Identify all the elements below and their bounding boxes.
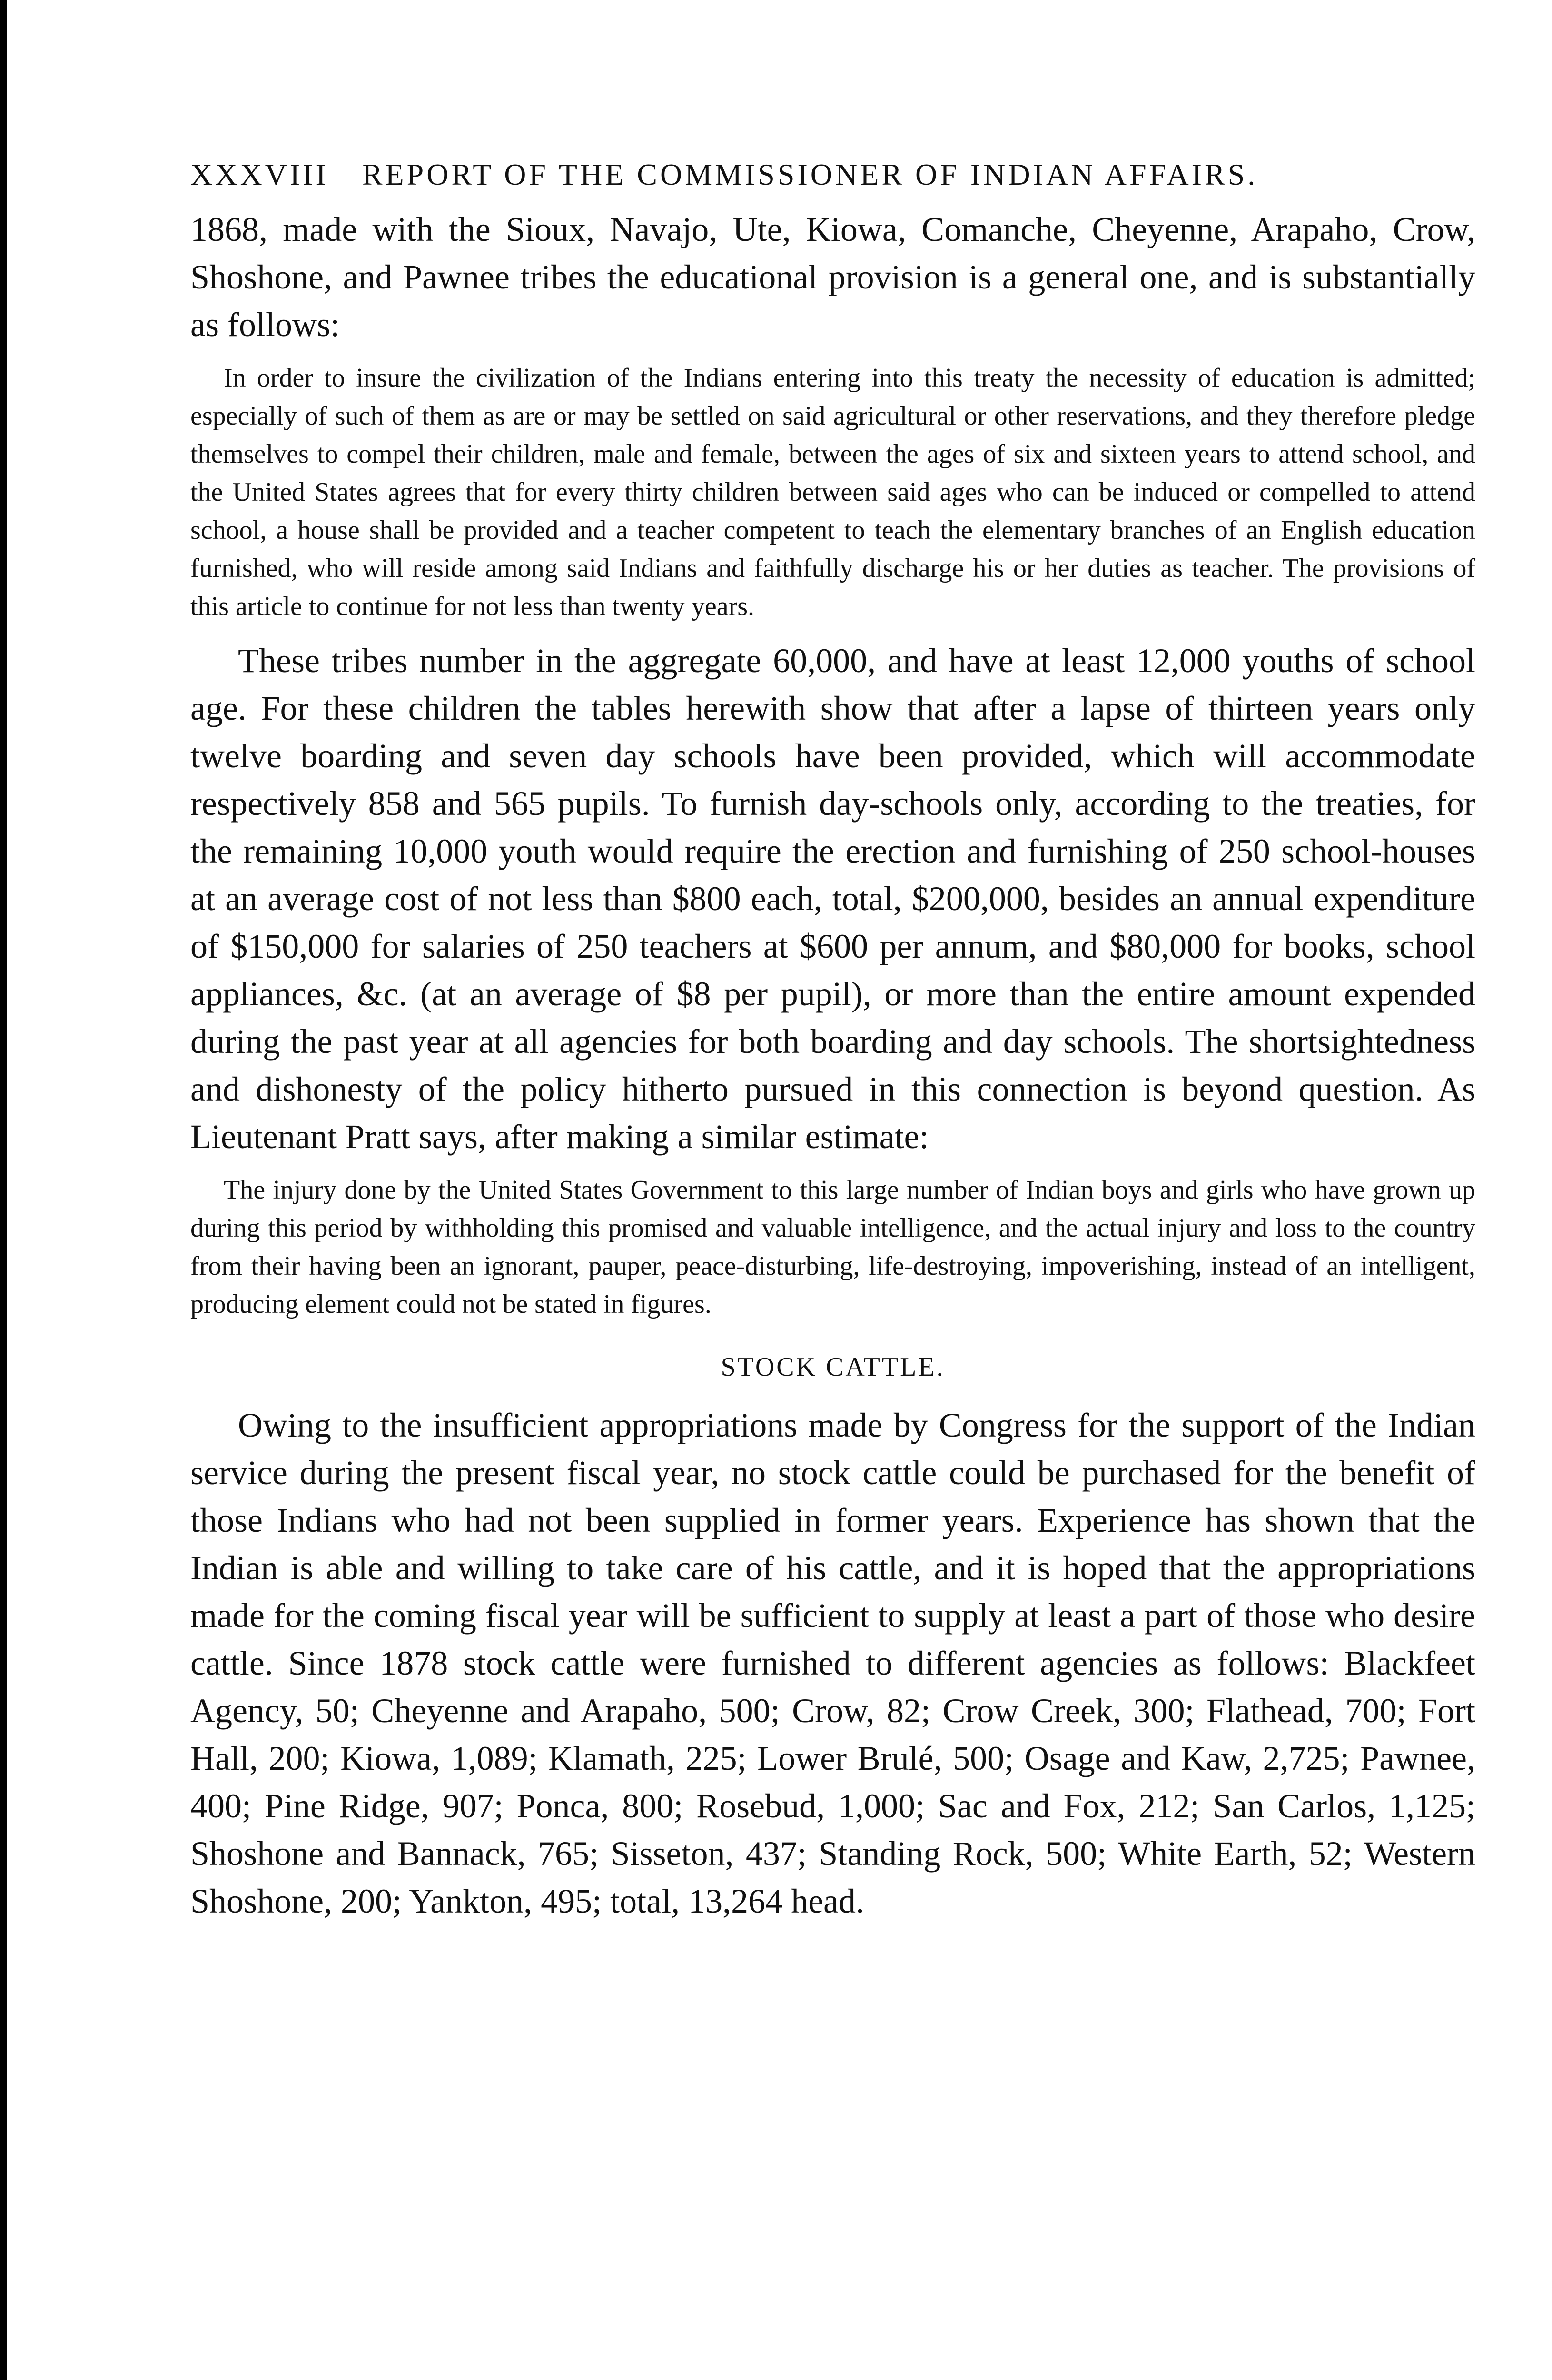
pratt-quotation: The injury done by the United States Government to this large number of Indian boys and girls who have grown up during this period by withholding this promised and valuable intelligence, and the actual injury and loss to the country from their having been an ignorant, pauper, peace-disturbing, life-destroying, impoverishing, instead of an intelligent, producing element could not be stated in figures. — [190, 1175, 1475, 1319]
running-header — [190, 157, 1475, 192]
paragraph-stock-cattle: Owing to the insufficient appropriations made by Congress for the support of the Indian service during the present fiscal year, no stock cattle could be purchased for the benefit of those Indians who had not been supplied in former years. Experience has shown that the Indian is able and willing to take care of his cattle, and it is hoped that the appropriations made for the coming fiscal year will be sufficient to supply at least a part of those who desire cattle. Since 1878 stock cattle were furnished to different agencies as follows: Blackfeet Agency, 50; Cheyenne and Arapaho, 500; Crow, 82; Crow Creek, 300; Flathead, 700; Fort Hall, 200; Kiowa, 1,089; Klamath, 225; Lower Brulé, 500; Osage and Kaw, 2,725; Pawnee, 400; Pine Ridge, 907; Ponca, 800; Rosebud, 1,000; Sac and Fox, 212; San Carlos, 1,125; Shoshone and Bannack, 765; Sisseton, 437; Standing Rock, 500; White Earth, 52; Western Shoshone, 200; Yankton, 495; total, 13,264 head. — [190, 1406, 1475, 1920]
report-title: REPORT OF THE COMMISSIONER OF INDIAN AFFAIRS. — [362, 158, 1258, 191]
document-page — [190, 157, 1475, 1925]
treaty-quotation: In order to insure the civilization of the Indians entering into this treaty the necessity of education is admitted; especially of such of them as are or may be settled on said agricultural or other reservations, and they therefore pledge themselves to compel their children, male and female, between the ages of six and sixteen years to attend school, and the United States agrees that for every thirty children between said ages who can be induced or compelled to attend school, a house shall be provided and a teacher competent to teach the elementary branches of an English education furnished, who will reside among said Indians and faithfully discharge his or her duties as teacher. The provisions of this article to continue for not less than twenty years. — [190, 363, 1475, 621]
scan-border-left — [0, 0, 7, 2380]
paragraph-school-estimate: These tribes number in the aggregate 60,000, and have at least 12,000 youths of school age. For these children the tables herewith show that after a lapse of thirteen years only twelve boarding and seven day schools have been provided, which will accommodate respectively 858 and 565 pupils. To furnish day-schools only, according to the treaties, for the remaining 10,000 youth would require the erection and furnishing of 250 school-houses at an average cost of not less than $800 each, total, $200,000, besides an annual expenditure of $150,000 for salaries of 250 teachers at $600 per annum, and $80,000 for books, school appliances, &c. (at an average of $8 per pupil), or more than the entire amount expended during the past year at all agencies for both boarding and day schools. The shortsightedness and dishonesty of the policy hitherto pursued in this connection is beyond question. As Lieutenant Pratt says, after making a similar estimate: — [190, 642, 1475, 1156]
paragraph-treaty-intro: 1868, made with the Sioux, Navajo, Ute, Kiowa, Comanche, Cheyenne, Arapaho, Crow, Shoshone, and Pawnee tribes the educational provision is a general one, and is substantially as follows: — [190, 210, 1475, 344]
page-number: XXXVIII — [190, 158, 329, 191]
section-heading-stock-cattle: STOCK CATTLE. — [721, 1352, 945, 1382]
